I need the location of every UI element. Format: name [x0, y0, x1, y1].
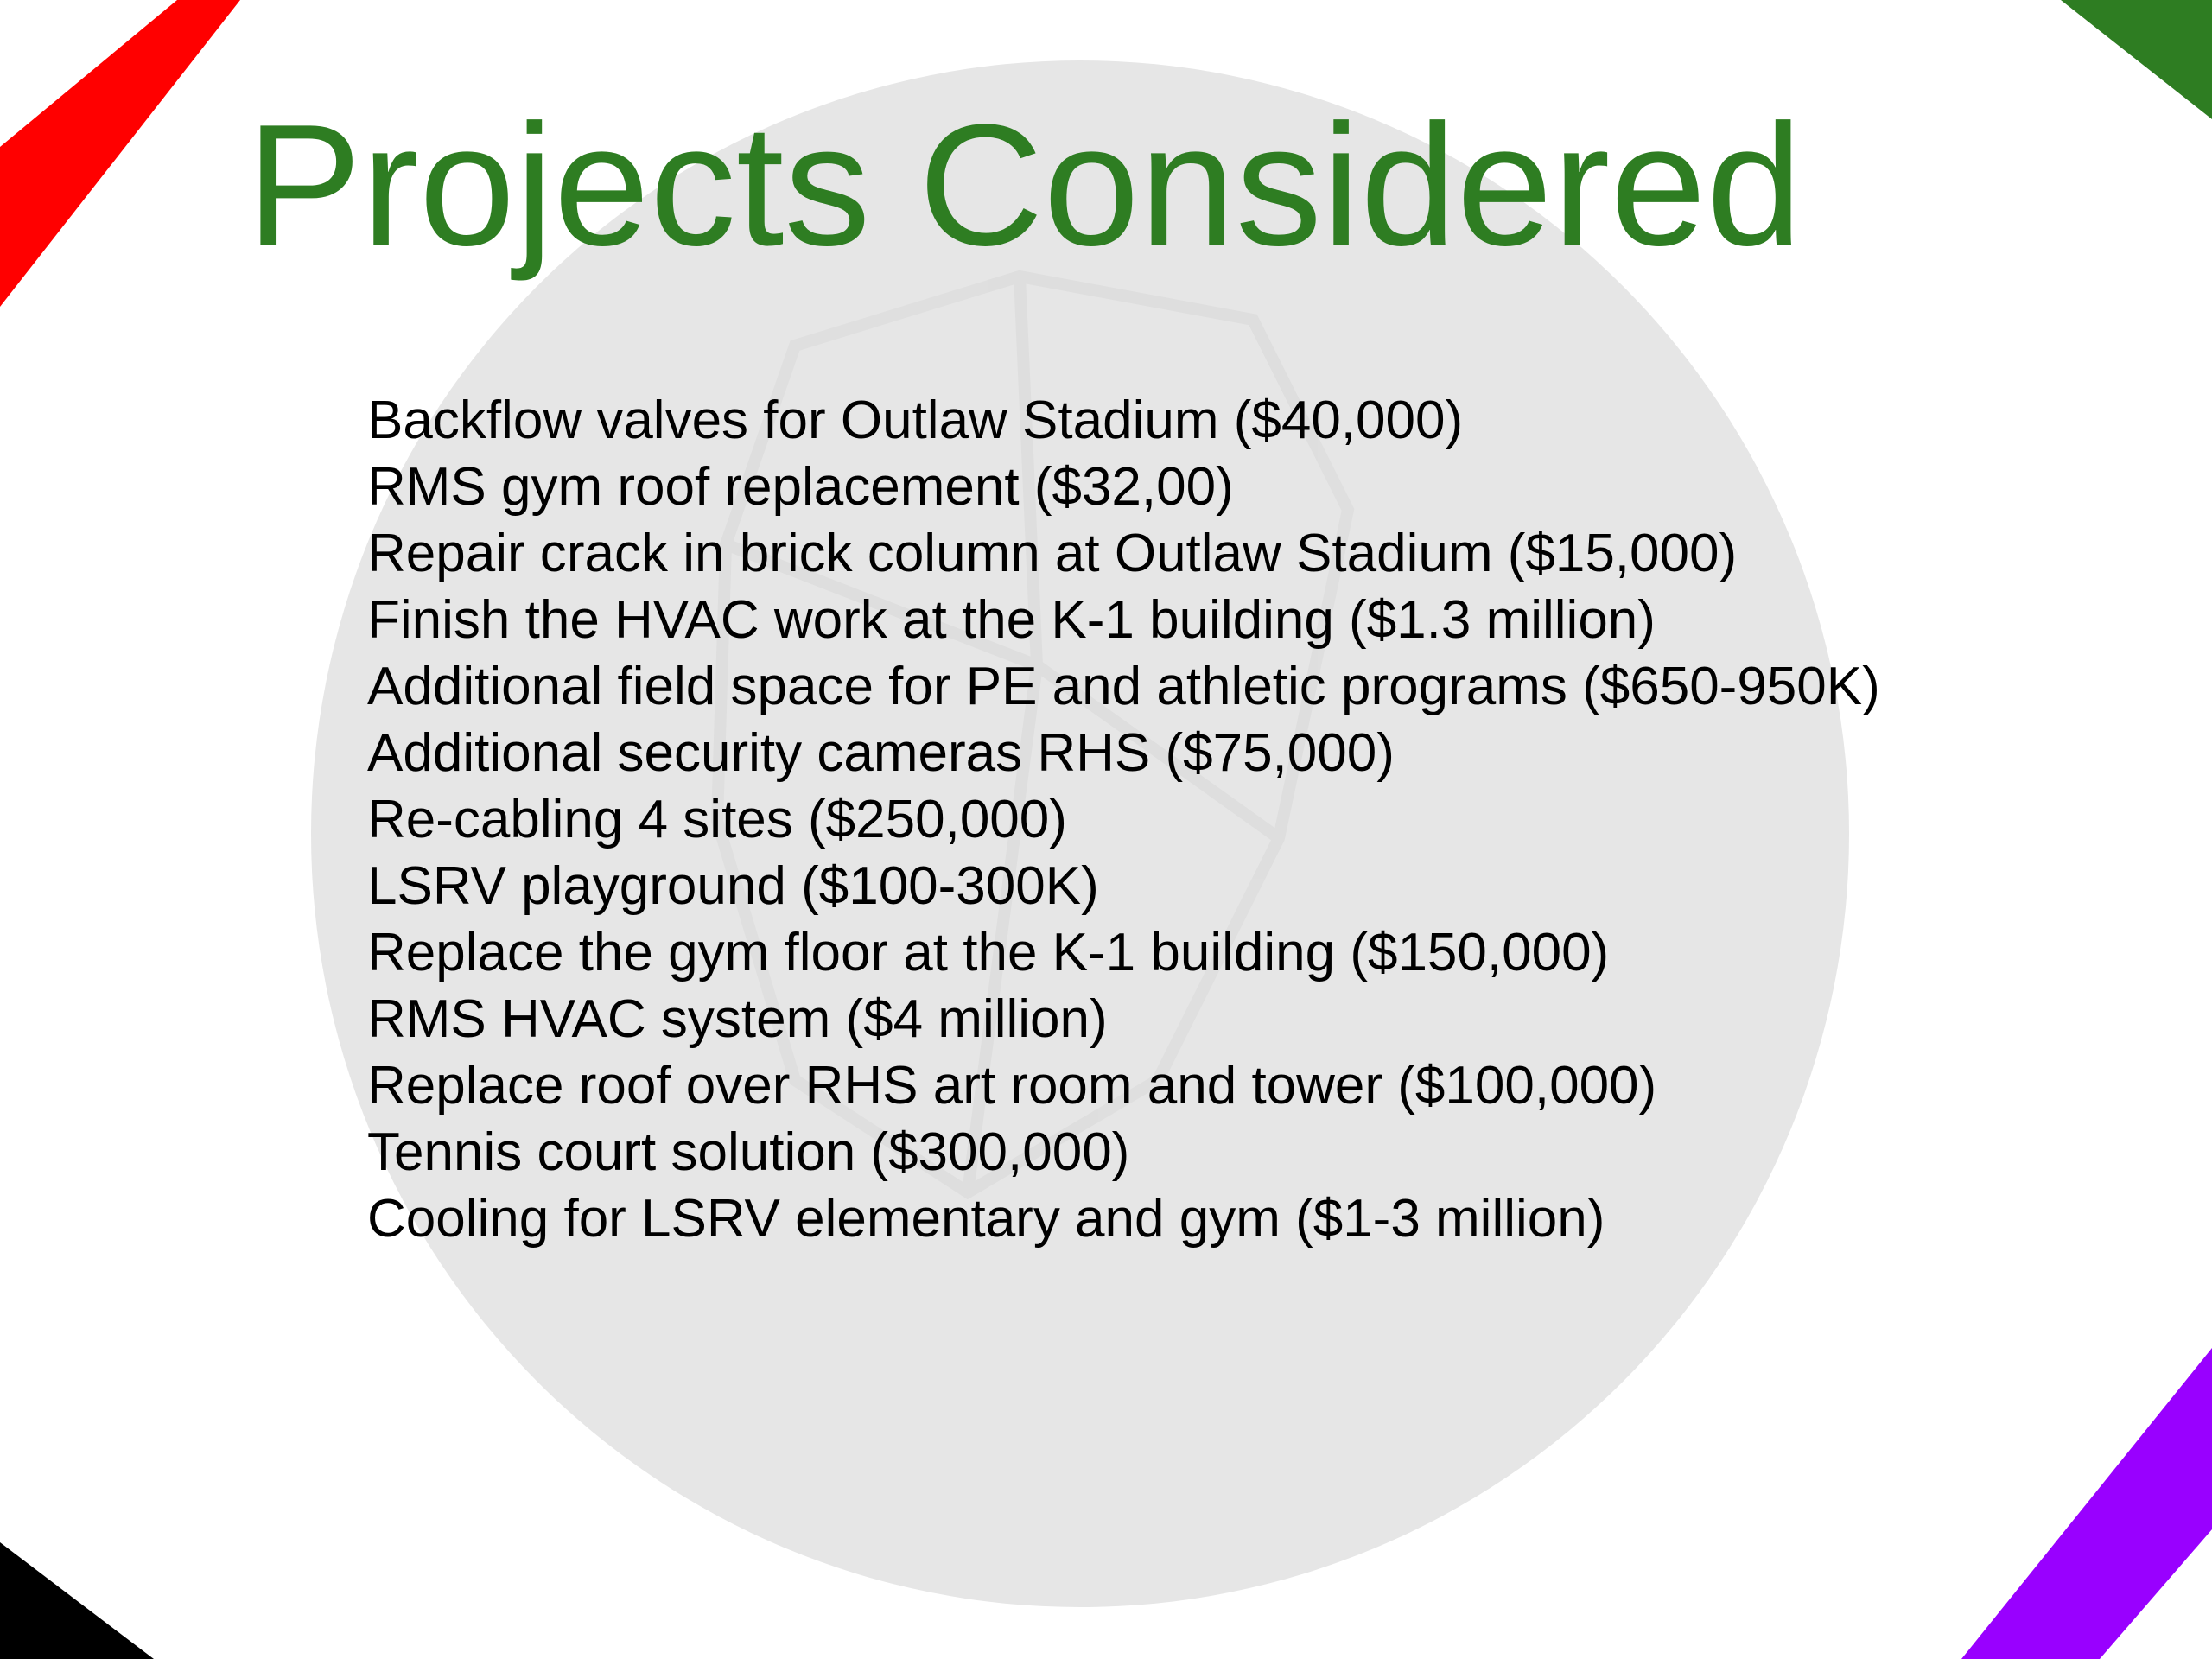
project-list: [367, 387, 1880, 1252]
project-item: LSRV playground ($100-300K): [367, 856, 1099, 916]
project-item: Additional security cameras RHS ($75,000): [367, 723, 1395, 783]
red-stripe: [0, 0, 240, 307]
project-item: Additional field space for PE and athletic programs ($650-950K): [367, 657, 1880, 716]
project-item: Replace the gym floor at the K-1 building ($150,000): [367, 923, 1610, 982]
project-item: Backflow valves for Outlaw Stadium ($40,000): [367, 391, 1464, 450]
project-item: RMS HVAC system ($4 million): [367, 989, 1108, 1049]
green-stripe: [2061, 0, 2212, 119]
project-item: Re-cabling 4 sites ($250,000): [367, 790, 1067, 849]
purple-stripe: [1961, 1348, 2212, 1659]
project-item: Finish the HVAC work at the K-1 building ($1.3 million): [367, 590, 1656, 650]
project-item: Tennis court solution ($300,000): [367, 1122, 1130, 1182]
project-item: RMS gym roof replacement ($32,00): [367, 457, 1234, 517]
project-item: Repair crack in brick column at Outlaw Stadium ($15,000): [367, 524, 1738, 583]
slide-title: Projects Considered: [246, 89, 1802, 282]
project-item: Replace roof over RHS art room and tower ($100,000): [367, 1056, 1657, 1116]
project-item: Cooling for LSRV elementary and gym ($1-3 million): [367, 1189, 1605, 1249]
black-stripe: [0, 1542, 154, 1659]
